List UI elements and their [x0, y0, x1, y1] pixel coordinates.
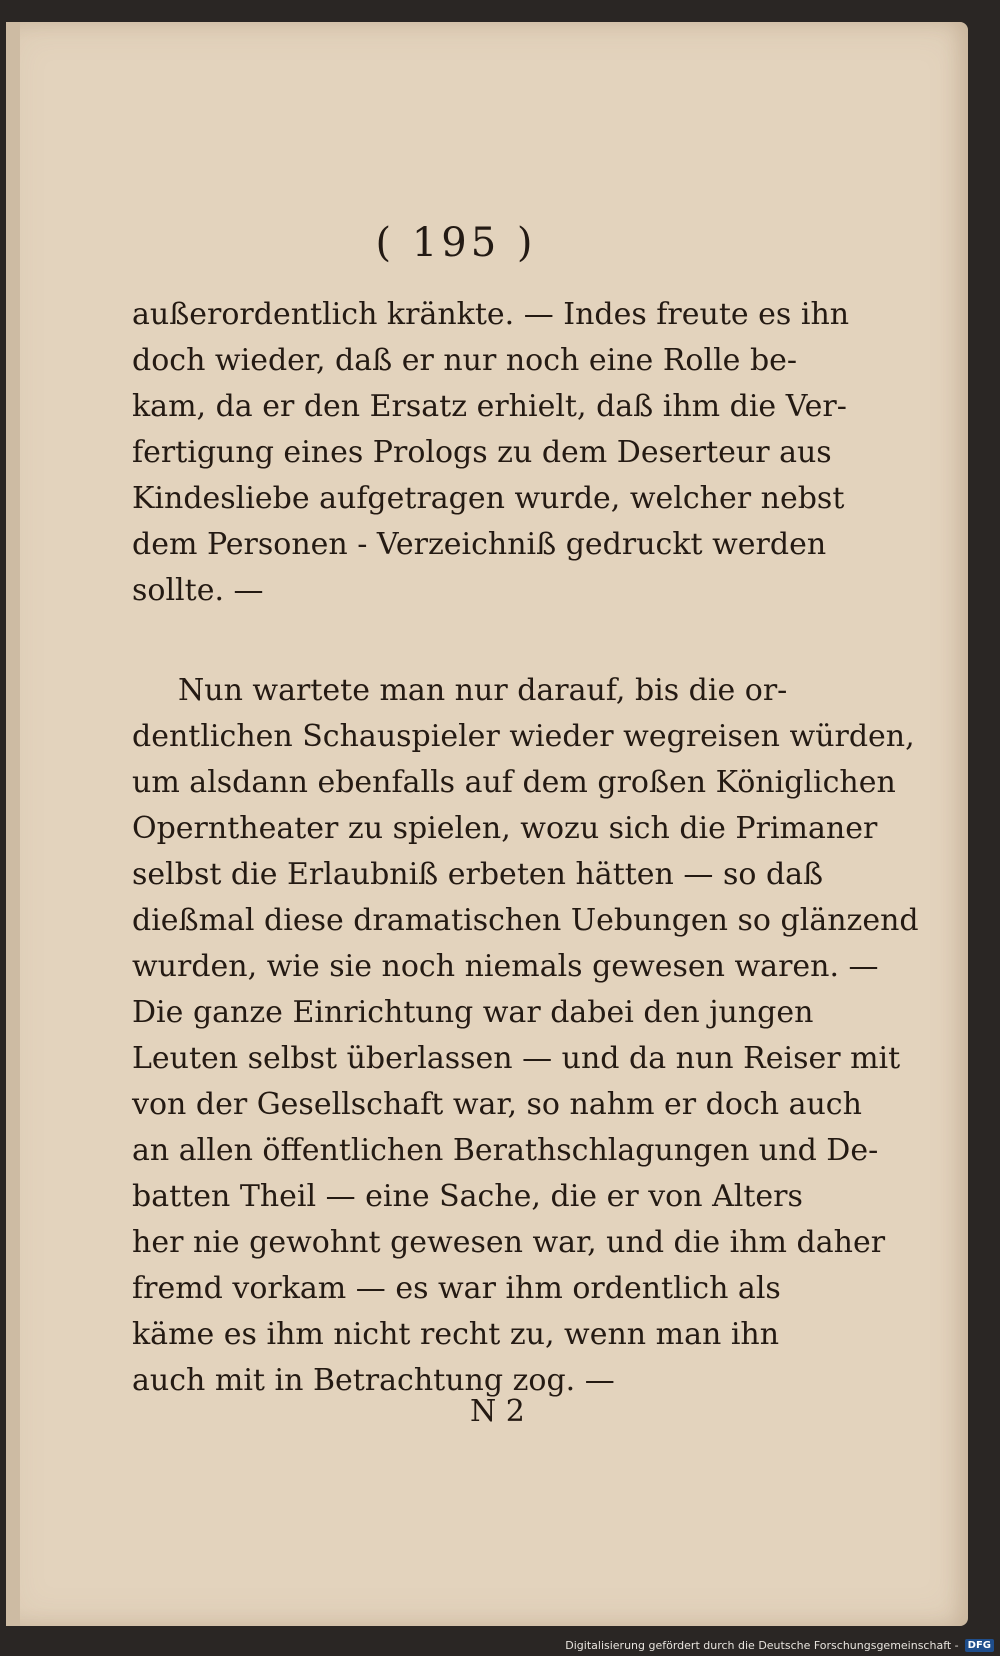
dfg-logo: DFG [965, 1639, 994, 1652]
text-line: außerordentlich kränkte. — Indes freute es ihn [132, 297, 850, 332]
text-line: fremd vorkam — es war ihm ordentlich als [132, 1271, 781, 1306]
text-line: dentlichen Schauspieler wieder wegreisen würden, [132, 719, 915, 754]
funding-credit: Digitalisierung gefördert durch die Deutsche Forschungsgemeinschaft - [565, 1638, 959, 1652]
text-line: auch mit in Betrachtung zog. — [132, 1363, 615, 1398]
text-line: dem Personen - Verzeichniß gedruckt werden [132, 527, 827, 562]
paragraph-gap [132, 614, 768, 668]
text-line: an allen öffentlichen Berathschlagungen und De- [132, 1133, 879, 1168]
page-spine-shadow [6, 22, 20, 1626]
footer-credit-bar [559, 1634, 1000, 1656]
page-number: ( 195 ) [375, 220, 537, 266]
text-line: batten Theil — eine Sache, die er von Alters [132, 1179, 803, 1214]
body-text [132, 292, 919, 1404]
text-line: kam, da er den Ersatz erhielt, daß ihm die Ver- [132, 389, 847, 424]
signature-mark: N 2 [470, 1394, 525, 1429]
text-line: käme es ihm nicht recht zu, wenn man ihn [132, 1317, 780, 1352]
text-line: um alsdann ebenfalls auf dem großen Königlichen [132, 765, 896, 800]
text-line: dießmal diese dramatischen Uebungen so glänzend [132, 903, 919, 938]
text-line: doch wieder, daß er nur noch eine Rolle be- [132, 343, 798, 378]
text-line: selbst die Erlaubniß erbeten hätten — so daß [132, 857, 824, 892]
text-line: wurden, wie sie noch niemals gewesen waren. — [132, 949, 879, 984]
text-line: Die ganze Einrichtung war dabei den jungen [132, 995, 814, 1030]
text-line: fertigung eines Prologs zu dem Deserteur aus [132, 435, 832, 470]
text-line: Kindesliebe aufgetragen wurde, welcher nebst [132, 481, 845, 516]
text-line: sollte. — [132, 573, 264, 608]
text-line: Leuten selbst überlassen — und da nun Reiser mit [132, 1041, 901, 1076]
text-line: her nie gewohnt gewesen war, und die ihm daher [132, 1225, 886, 1260]
text-line: von der Gesellschaft war, so nahm er doch auch [132, 1087, 862, 1122]
text-line: Nun wartete man nur darauf, bis die or- [178, 673, 788, 708]
book-page [6, 22, 968, 1626]
text-line: Operntheater zu spielen, wozu sich die Primaner [132, 811, 878, 846]
